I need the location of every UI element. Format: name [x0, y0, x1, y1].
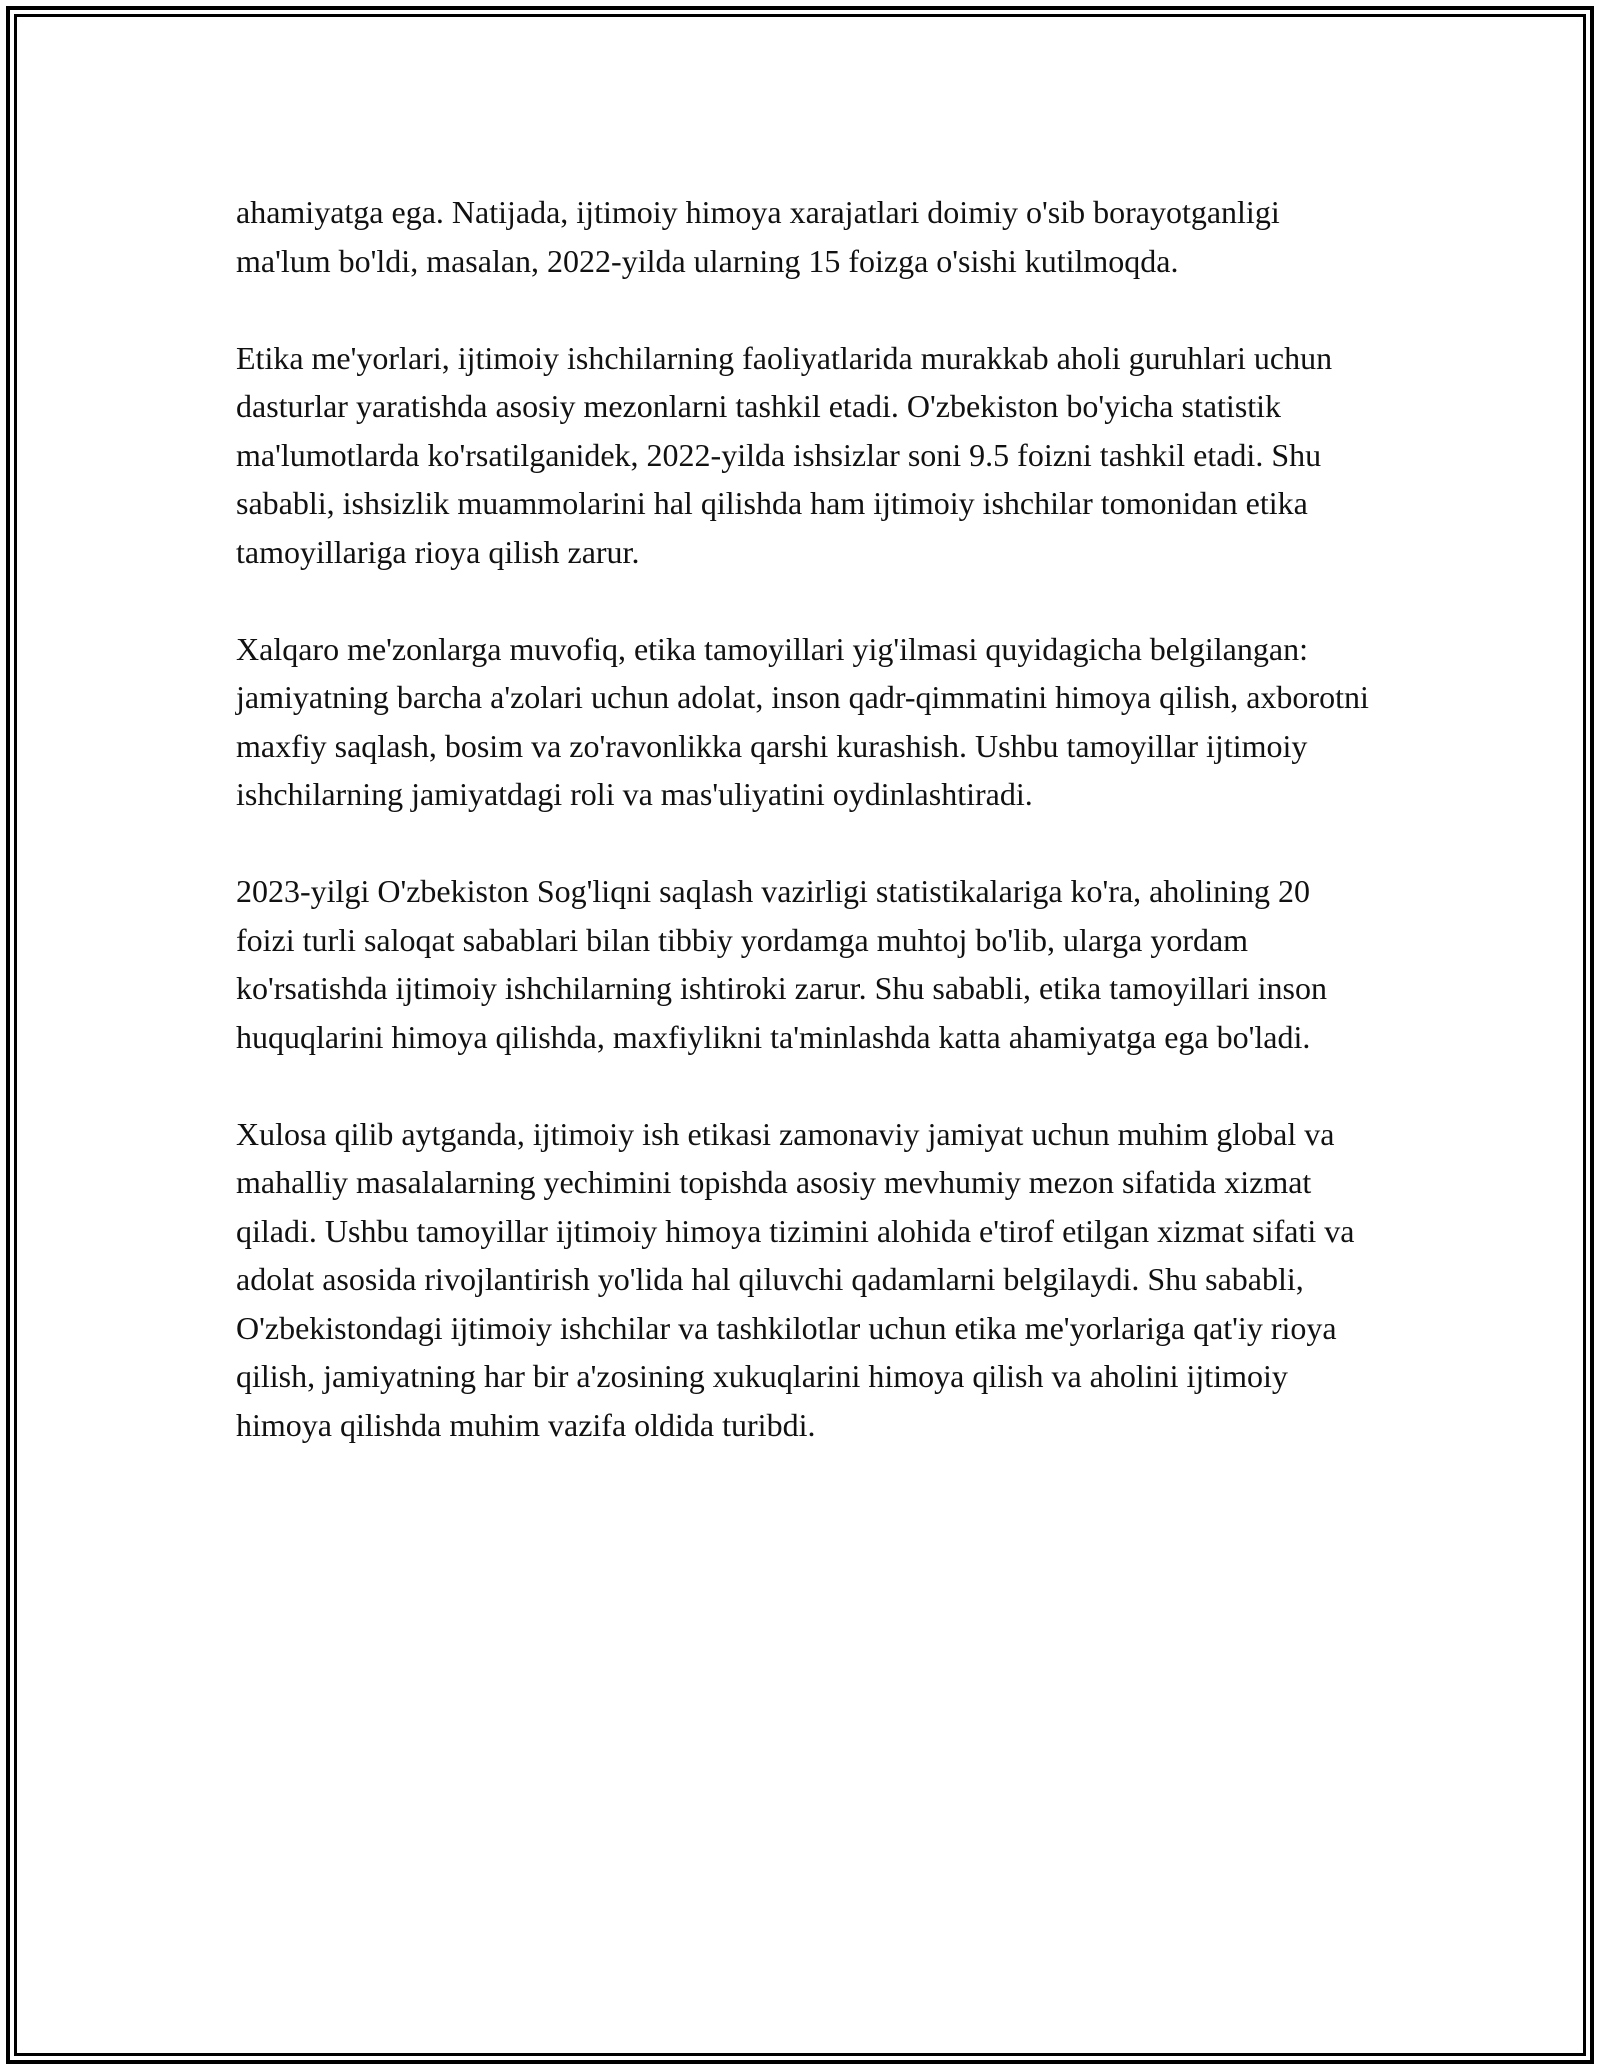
- paragraph-1: ahamiyatga ega. Natijada, ijtimoiy himoya xarajatlari doimiy o'sib borayotganligi ma'lum bo'ldi, masalan, 2022-yilda ularning 15 foizga o'sishi kutilmoqda.: [236, 194, 1280, 279]
- paragraph-3: Xalqaro me'zonlarga muvofiq, etika tamoyillari yig'ilmasi quyidagicha belgilangan: jamiyatning barcha a'zolari uchun adolat, inson qadr-qimmatini himoya qilish, axborotni maxfiy saqlash, bosim va zo'ravonlikka qarshi kurashish. Ushbu tamoyillar ijtimoiy ishchilarning jamiyatdagi roli va mas'uliyatini oydinlashtiradi.: [236, 630, 1369, 812]
- paragraph-4: 2023-yilgi O'zbekiston Sog'liqni saqlash vazirligi statistikalariga ko'ra, aholining 20 foizi turli saloqat sabablari bilan tibbiy yordamga muhtoj bo'lib, ularga yordam ko'rsatishda ijtimoiy ishchilarning ishtiroki zarur. Shu sababli, etika tamoyillari inson huquqlarini himoya qilishda, maxfiylikni ta'minlashda katta ahamiyatga ega bo'ladi.: [236, 873, 1327, 1055]
- paragraph-2: Etika me'yorlari, ijtimoiy ishchilarning faoliyatlarida murakkab aholi guruhlari uchun dasturlar yaratishda asosiy mezonlarni tashkil etadi. O'zbekiston bo'yicha statistik ma'lumotlarda ko'rsatilganidek, 2022-yilda ishsizlar soni 9.5 foizni tashkil etadi. Shu sababli, ishsizlik muammolarini hal qilishda ham ijtimoiy ishchilar tomonidan etika tamoyillariga rioya qilish zarur.: [236, 339, 1333, 570]
- paragraph-5: Xulosa qilib aytganda, ijtimoiy ish etikasi zamonaviy jamiyat uchun muhim global va mahalliy masalalarning yechimini topishda asosiy mevhumiy mezon sifatida xizmat qiladi. Ushbu tamoyillar ijtimoiy himoya tizimini alohida e'tirof etilgan xizmat sifati va adolat asosida rivojlantirish yo'lida hal qiluvchi qadamlarni belgilaydi. Shu sababli, O'zbekistondagi ijtimoiy ishchilar va tashkilotlar uchun etika me'yorlariga qat'iy rioya qilish, jamiyatning har bir a'zosining xukuqlarini himoya qilish va aholini ijtimoiy himoya qilishda muhim vazifa oldida turibdi.: [236, 1115, 1355, 1443]
- document-body: [236, 188, 1376, 1498]
